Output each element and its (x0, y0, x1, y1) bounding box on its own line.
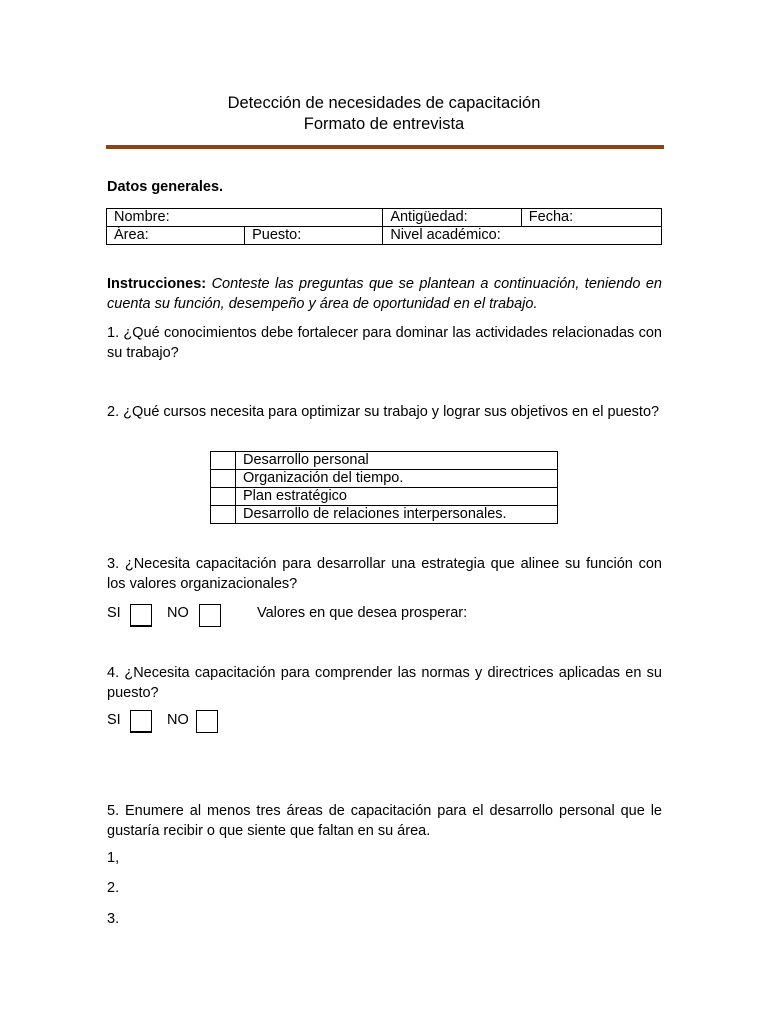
fecha-field[interactable]: Fecha: (521, 209, 661, 227)
q4-no-label: NO (167, 712, 189, 728)
question-3: 3. ¿Necesita capacitación para desarrollar una estrategia que alinee su función con los valores organizacionales? (107, 556, 662, 592)
instructions-text: Conteste las preguntas que se plantean a continuación, teniendo en cuenta su función, desempeño y área de oportunidad en el trabajo. (107, 276, 663, 312)
q5-item-1: 1, (107, 850, 120, 866)
table-row (107, 209, 662, 227)
option-label: Desarrollo personal (236, 452, 558, 470)
option-checkbox-cell[interactable] (211, 488, 236, 506)
table-row (211, 488, 558, 506)
area-field[interactable]: Área: (107, 227, 245, 245)
courses-options-table (210, 451, 558, 524)
datos-generales-heading: Datos generales. (107, 179, 224, 195)
option-checkbox-cell[interactable] (211, 452, 236, 470)
q5-item-2: 2. (107, 880, 120, 896)
q5-item-3: 3. (107, 911, 120, 927)
q4-si-checkbox[interactable] (130, 710, 152, 733)
document-subtitle: Formato de entrevista (303, 115, 465, 133)
option-label: Organización del tiempo. (236, 470, 558, 488)
table-row (211, 452, 558, 470)
option-label: Desarrollo de relaciones interpersonales. (236, 506, 558, 524)
q3-si-checkbox[interactable] (130, 604, 152, 627)
nivel-academico-field[interactable]: Nivel académico: (383, 227, 662, 245)
datos-generales-table (106, 208, 662, 245)
instructions-paragraph (107, 275, 662, 314)
table-row (211, 470, 558, 488)
q3-valores-label: Valores en que desea prosperar: (257, 605, 468, 621)
q3-no-label: NO (167, 605, 189, 621)
antiguedad-field[interactable]: Antigüedad: (383, 209, 521, 227)
question-5: 5. Enumere al menos tres áreas de capacitación para el desarrollo personal que le gustaría recibir o que siente que faltan en su área. (107, 803, 662, 839)
question-2: 2. ¿Qué cursos necesita para optimizar su trabajo y lograr sus objetivos en el puesto? (107, 404, 660, 420)
question-4: 4. ¿Necesita capacitación para comprender las normas y directrices aplicadas en su puesto? (107, 665, 662, 701)
q4-si-label: SI (107, 712, 121, 728)
document-title: Detección de necesidades de capacitación (227, 94, 541, 112)
q3-si-label: SI (107, 605, 121, 621)
instructions-label: Instrucciones: (107, 276, 207, 292)
q4-no-checkbox[interactable] (196, 710, 218, 733)
table-row (107, 227, 662, 245)
nombre-field[interactable]: Nombre: (107, 209, 383, 227)
table-row (211, 506, 558, 524)
title-divider (106, 145, 664, 149)
option-checkbox-cell[interactable] (211, 506, 236, 524)
option-checkbox-cell[interactable] (211, 470, 236, 488)
puesto-field[interactable]: Puesto: (245, 227, 383, 245)
option-label: Plan estratégico (236, 488, 558, 506)
q3-no-checkbox[interactable] (199, 604, 221, 627)
question-1: 1. ¿Qué conocimientos debe fortalecer para dominar las actividades relacionadas con su trabajo? (107, 325, 662, 361)
